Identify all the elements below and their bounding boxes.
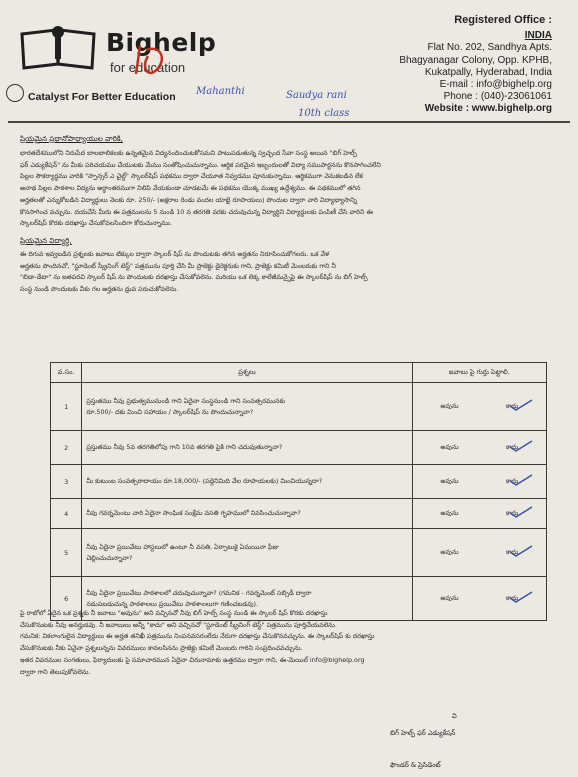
office-address-line: Flat No. 202, Sandhya Apts. (427, 42, 552, 54)
table-row (51, 529, 547, 577)
answer-yes[interactable]: అవును (440, 476, 459, 485)
table-row (51, 383, 547, 431)
answer-no[interactable]: కాదు (506, 442, 519, 451)
row-number: 5 (51, 529, 82, 577)
eligibility-table (50, 362, 547, 621)
answer-yes[interactable]: అవును (440, 401, 459, 410)
answer-cell[interactable] (412, 431, 546, 465)
header-divider (8, 121, 570, 123)
question-text: ప్రస్తుతము నీవు 5వ తరగతిలోపు గాని 10వ తరగతి పైకి గాని చదువుతున్నావా? (82, 431, 412, 465)
table-row (51, 465, 547, 499)
question-text: నీవు ఏదైనా ప్రయివేటు పాఠశాలలో చదువుచున్నావా? (గమనిక - గవర్నమెంట్ సబ్సిడీ ద్వారా నడుపబడుచున్న పాఠశాలలు ప్రయివేటు పాఠశాలలుగా గణించబడవు). (82, 577, 412, 621)
signature-initial: వి (452, 712, 457, 720)
tick-mark-icon (508, 590, 534, 604)
row-number: 2 (51, 431, 82, 465)
seal-icon (6, 84, 24, 102)
tick-mark-icon (508, 505, 534, 519)
brand-subtitle: for education (110, 60, 186, 75)
col-header-answer: జవాబు పై గుర్తు పెట్టాలి. (412, 363, 546, 383)
tagline: Catalyst For Better Education (28, 91, 176, 103)
registered-office-block (332, 14, 552, 116)
office-website: Website : www.bighelp.org (424, 103, 552, 115)
answer-yes[interactable]: అవును (440, 593, 459, 602)
col-header-questions: ప్రశ్నలు (82, 363, 412, 383)
answer-no[interactable]: కాదు (506, 508, 519, 517)
handwritten-class: 10th class (298, 108, 350, 119)
answer-yes[interactable]: అవును (440, 508, 459, 517)
book-logo-icon (20, 24, 96, 70)
row-number: 3 (51, 465, 82, 499)
brand-name: Bighelp (106, 28, 217, 57)
handwritten-name: Mahanthi (196, 86, 245, 97)
answer-cell[interactable] (412, 499, 546, 529)
row-number: 4 (51, 499, 82, 529)
question-text: ప్రస్తుతము నీవు ప్రభుత్వమునుండి గాని ఏదైనా సంస్థనుండి గాని సంవత్సరమునకు రూ.500/- దకు మించి సహాయం / స్కాలర్‌షిప్ ను పొందుచున్నావా? (82, 383, 412, 431)
office-label: Registered Office : (454, 14, 552, 26)
question-text: నీవు గవర్నమెంటు వారి ఏదైనా సాంఘిక సంక్షేమ వసతి గృహములో నివసించుచున్నావా? (82, 499, 412, 529)
answer-no[interactable]: కాదు (506, 401, 519, 410)
row-number: 1 (51, 383, 82, 431)
tick-mark-icon (508, 473, 534, 487)
paragraph-instructions: ఈ దిగువ ఇవ్వబడిన ప్రశ్నలకు జవాబు టిక్కుల ద్వారా స్కాలర్ షిప్ ను పొందుటకు తగిన అర్హతను నిరూపించుకోగలరు. ఒక వేళ అర్హతను పొందినచో, "స్టూడెంట్ స్క్రీనింగ్ టెస్ట్" పత్రమును పూర్తి చేసి మీ ప్రాజెక్టు డైరెక్టరుకు గాని, ప్రాజెక్టు కమిటీ మెంబరుకు గాని నీ "బిడా-డేటా" ను జతపరచి స్కాలర్ షిప్ ను పొందుటకు దరఖాస్తు చేసుకోవలెను. మరియు ఒక లెక్క కాలేజీమన్నైపై ఈ స్కాలర్‌షిప్ ను బిగ్ హెల్ప్ సంస్థ నుండి పొందుటకు వీకు గల అర్హతను ధ్రువ పరుచుకోవలెను. (20, 250, 368, 294)
answer-no[interactable]: కాదు (506, 547, 519, 556)
col-header-number: వ.సం. (51, 363, 82, 383)
tick-mark-icon (508, 439, 534, 453)
table-header-row (51, 363, 547, 383)
handwritten-number-mark (132, 40, 172, 80)
office-address-line: Kukatpally, Hyderabad, India (424, 66, 552, 78)
answer-no[interactable]: కాదు (506, 476, 519, 485)
signature-title: ఫౌండర్ & ప్రెసిడెంట్ (390, 761, 441, 769)
row-number: 6 (51, 577, 82, 621)
office-email: E-mail : info@bighelp.org (439, 79, 552, 91)
salutation-student: ప్రియమైన విద్యార్థి, (20, 236, 72, 245)
handwritten-surname: Saudya rani (286, 90, 347, 101)
tick-mark-icon (508, 544, 534, 558)
answer-yes[interactable]: అవును (440, 547, 459, 556)
table-row (51, 499, 547, 529)
paragraph-closing: పై రాబోలో ఏదైన ఒక ప్రశ్నకు నీ జవాబు "అవును" అని వచ్చినచో నీవు బిగ్ హెల్ప్ సంస్థ నుండి ఈ స్కాలర్ షిప్ కొరకు దరఖాస్తు చేసుకొనుటకు నీవు అనర్హుడవు. నీ జవాబులు అన్నీ "కాదు" అని వచ్చినచో "స్టూడెంట్ స్క్రీనింగ్ టెస్ట్" పత్రమును పూర్తిచేయవలెను. గమనిక: వికలాంగులైన విద్యార్థులు ఈ అర్హత తనిఖీ పత్రమును నింపనవసరంలేదు నేరుగా దరఖాస్తు చేసుకొనవచ్చును. ఈ స్కాలర్‌షిప్ కు దరఖాస్తు చేసుకొనుటకు నీకు ఏవైనా ప్రశ్నలున్నను వివరములు కావలసినను ప్రాజెక్టు కమిటీ మెంబరు గారిని సంప్రదించవచ్చును. ఇతర వివరముల సంగతులు, ఫిర్యాదులకు పై సమాచారమున ఏదైనా చిరునామాకు ఉత్తరము ద్వారా గాని, ఈ-మెయిల్ info@bighelp.org ద్వారా గాని తెలుపుకోవలెను. (20, 609, 375, 676)
salutation-headmaster: ప్రియమైన ప్రధానోపాధ్యాయుల వారికి, (20, 134, 123, 143)
paragraph-intro: భారతదేశములోని నిరుపేద బాలబాలికలకు ఉన్నతమైన విద్యనందించుటకోసమని పాటుపడుతున్న స్వచ్ఛంద సేవా సంస్థ అయిన "బిగ్ హెల్ప్ ఫర్ ఎడ్యుకేషన్" ను మీకు పరిచయము చేయుటకు మేము సంతోషించుచున్నాము. ఆర్థిక పరమైన ఇబ్బందులతో విద్యా సముపార్జనను కొనసాగించలేని పిల్లల సౌకర్యార్థము వారికి "స్పాన్సర్ ఎ చైల్డ్" స్కాలర్‌షిప్ పథకము ద్వారా చేయూత నివ్వడము పూనుకున్నాము. ఆర్థికముగా వెనుకబడిన లేక అనాథ పిల్లల పాఠశాల విద్యను అర్థాంతరముగా నిలిపి వేయకుండా చూడటమే ఈ పథకము యొక్క ముఖ్య ఉద్దేశ్యము. ఈ పథకములో తగిన అర్హతలతో ఎన్నుకోబడిన విద్యార్థులు నెలకు రూ. 250/- (అక్షరాల రెండు వందల యాభై రూపాయలు) పొందుట ద్వారా వారి విద్యాభ్యాసాన్ని కొనసాగించ వచ్చును. దయచేసి మీరు ఈ పత్రములను 5 నుండి 10 వ తరగతి వరకు చదువుచున్న విద్యార్థిని విద్యార్థులకు పంపిణీ చేసి వారిని ఈ స్కాలర్‌షిప్ కొరకు దరఖాస్తు చేసుకోవలసిందిగా కోరుచున్నాము. (20, 149, 381, 228)
office-country: INDIA (524, 30, 552, 42)
answer-yes[interactable]: అవును (440, 442, 459, 451)
tick-mark-icon (508, 398, 534, 412)
question-text: నీవు ఏదైనా ప్రయివేటు హాస్టలులో ఉంటూ నీ వసతి, ఏర్పాటుకై ఏమయినా ఫీజు చెల్లించుచున్నావా? (82, 529, 412, 577)
answer-no[interactable]: కాదు (506, 593, 519, 602)
question-text: మీ కుటుంబ సంవత్సరాదాయం రూ.18,000/- (పద్దెనిమిది వేల రూపాయలకు) మించియున్నదా? (82, 465, 412, 499)
answer-cell[interactable] (412, 465, 546, 499)
signature-organization: బిగ్ హెల్ప్ ఫర్ ఎడ్యుకేషన్ (390, 729, 456, 737)
office-address-line: Bhagyanagar Colony, Opp. KPHB, (399, 54, 552, 66)
office-phone: Phone : (040)-23061061 (443, 91, 552, 103)
table-row (51, 431, 547, 465)
answer-cell[interactable] (412, 529, 546, 577)
answer-cell[interactable] (412, 383, 546, 431)
